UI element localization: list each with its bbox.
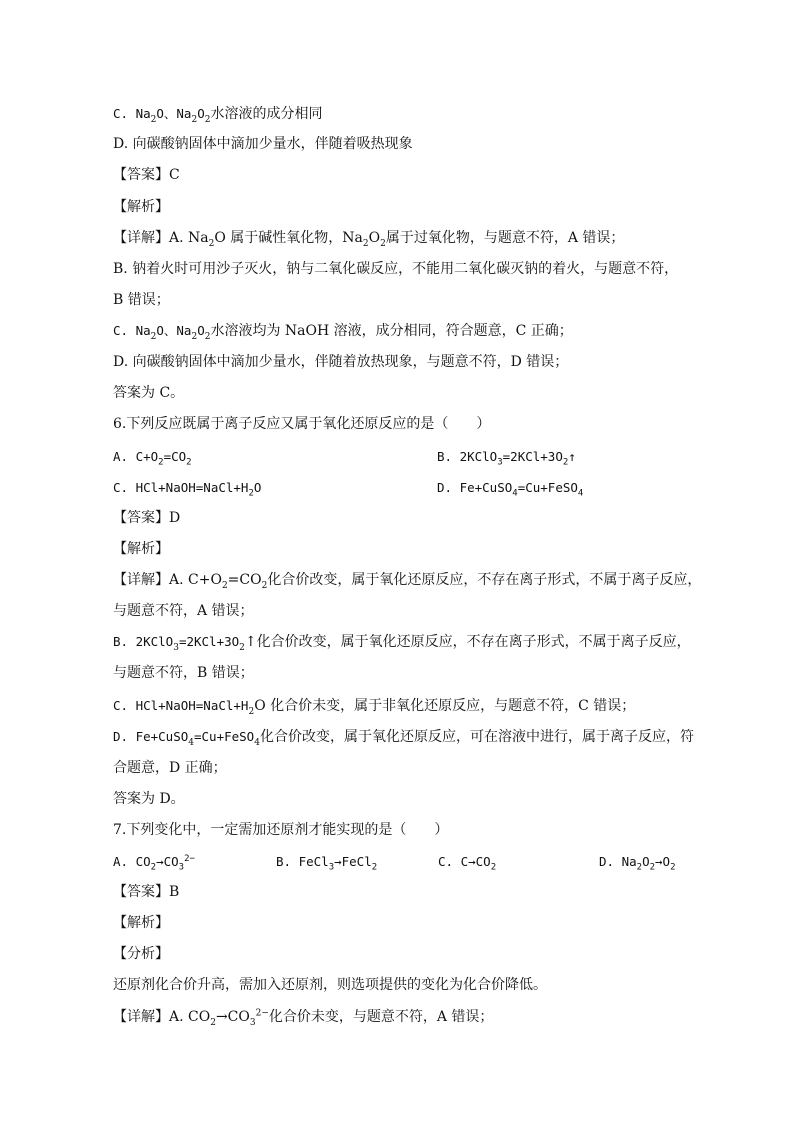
q7-detail-a: 【详解】A. $CO_2\to CO_3^{2-}$化合价未变，与题意不符，A 错误；	[113, 1008, 494, 1028]
q5-detail-c: C. $Na_2O$、$Na_2O_2$水溶液均为 NaOH 溶液，成分相同，符合题意，C 正确；	[113, 323, 573, 342]
q6-stem: 6.下列反应既属于离子反应又属于氧化还原反应的是（ ）	[113, 416, 491, 432]
q5-detail-b-line2: B 错误；	[113, 292, 170, 308]
q6-detail-a-line1: 【详解】A. $C+O_2=CO_2$化合价改变，属于氧化还原反应，不存在离子形式，不属于离子反应，	[113, 572, 702, 591]
q7-option-a: A. $CO_2\to CO_3^{2-}$	[113, 853, 195, 873]
q6-detail-d-line1: D. Fe+CuSO$_4$=Cu+FeSO$_4$化合价改变，属于氧化还原反应，可在溶液中进行，属于离子反应，符	[113, 729, 694, 748]
q7-option-b: B. FeCl$_3$→FeCl$_2$	[276, 854, 378, 873]
q6-detail-a-line2: 与题意不符，A 错误；	[113, 603, 254, 619]
q6-detail-c: C. $HCl+NaOH=NaCl+H_2O$ 化合价未变，属于非氧化还原反应，与题意不符，C 错误；	[113, 698, 636, 717]
q7-stem: 7.下列变化中，一定需加还原剂才能实现的是（ ）	[113, 822, 449, 838]
q6-option-d: D. Fe+CuSO$_4$=Cu+FeSO$_4$	[437, 480, 584, 499]
q5-analysis-heading: 【解析】	[113, 199, 169, 215]
q6-option-c: C. $HCl+NaOH=NaCl+H_2O$	[113, 480, 262, 499]
q6-answer: 【答案】D	[113, 510, 181, 526]
q5-detail-b-line1: B. 钠着火时可用沙子灭火，钠与二氧化碳反应，不能用二氧化碳灭钠的着火，与题意不符，	[113, 261, 679, 277]
q7-option-c: C. $C\to CO_2$	[438, 854, 497, 873]
q7-analysis-subheading: 【分析】	[113, 946, 169, 962]
q6-option-b: B. $2KClO_3=2KCl+3O_2↑$	[437, 449, 576, 468]
q5-detail-d: D. 向碳酸钠固体中滴加少量水，伴随着放热现象，与题意不符，D 错误；	[113, 354, 569, 370]
q6-analysis-heading: 【解析】	[113, 541, 169, 557]
q5-option-d: D. 向碳酸钠固体中滴加少量水，伴随着吸热现象	[113, 136, 413, 152]
q7-analysis-heading: 【解析】	[113, 915, 169, 931]
q6-detail-b-line2: 与题意不符，B 错误；	[113, 665, 254, 681]
q5-answer: 【答案】C	[113, 167, 180, 183]
q6-detail-b-line1: B. $2KClO_3=2KCl+3O_2↑$化合价改变，属于氧化还原反应，不存在离子形式，不属于离子反应，	[113, 634, 691, 653]
q7-answer: 【答案】B	[113, 884, 180, 900]
q7-analysis-text: 还原剂化合价升高，需加入还原剂，则选项提供的变化为化合价降低。	[113, 977, 547, 993]
q5-conclusion: 答案为 C。	[113, 385, 185, 401]
q7-option-d: D. $Na_2O_2\to O_2$	[599, 854, 676, 873]
q6-detail-d-line2: 合题意，D 正确；	[113, 760, 227, 776]
q5-option-c: C. $Na_2O$、$Na_2O_2$水溶液的成分相同	[113, 106, 323, 125]
q6-option-a: A. $C+O_2=CO_2$	[113, 449, 192, 468]
q6-conclusion: 答案为 D。	[113, 791, 185, 807]
q5-detail-a: 【详解】A. $Na_2O$ 属于碱性氧化物，$Na_2O_2$属于过氧化物，与题意不符，A 错误；	[113, 230, 625, 249]
